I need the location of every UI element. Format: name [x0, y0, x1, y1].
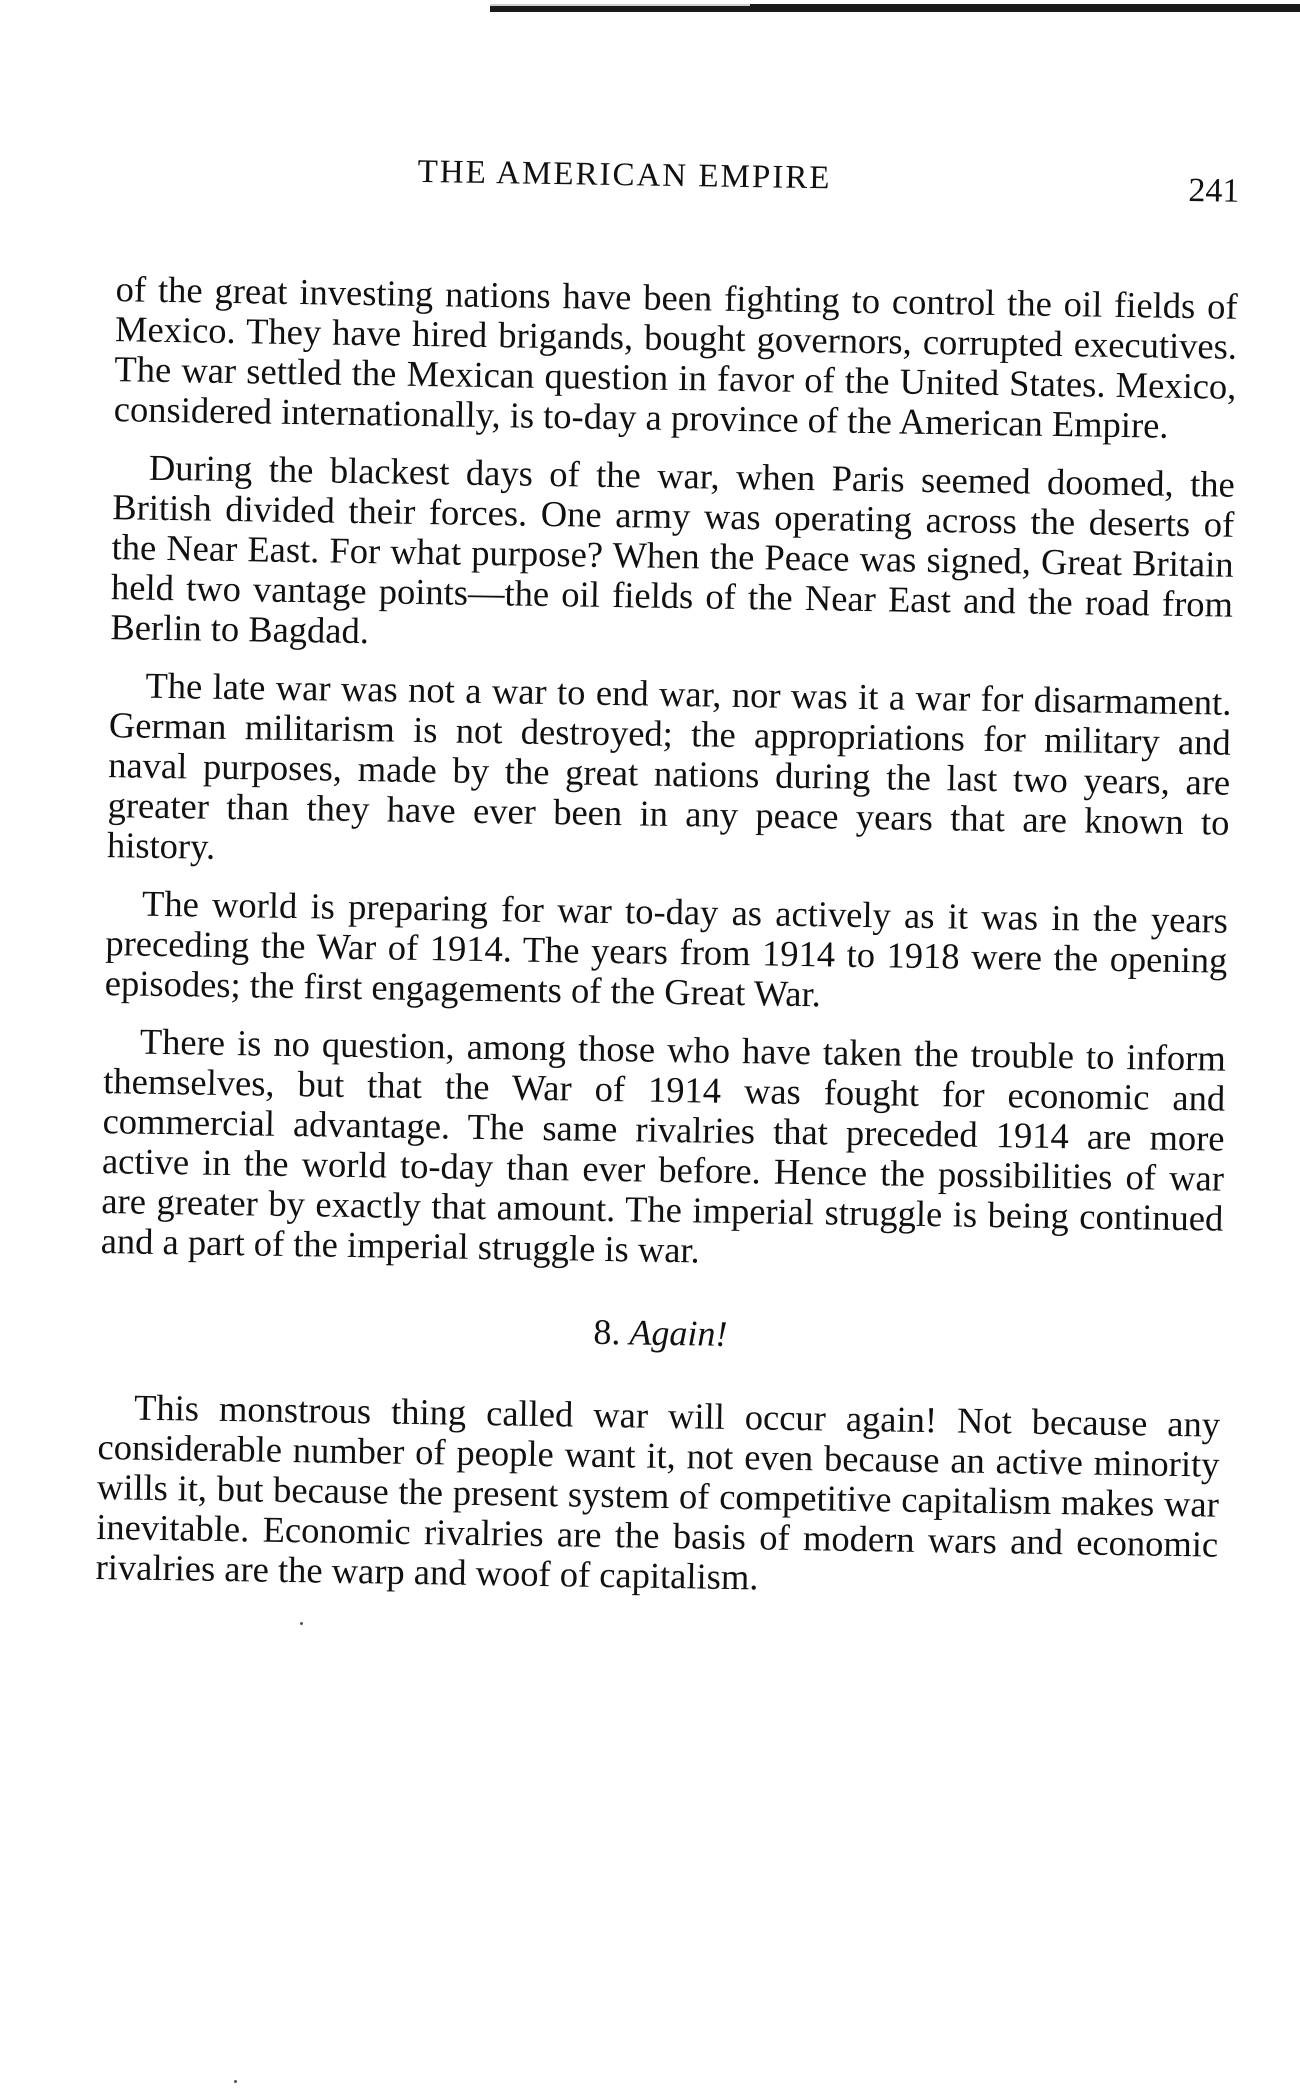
section-number: 8.	[593, 1311, 621, 1353]
paragraph-monstrous-thing: This monstrous thing called war will occur again! Not because any considerable number of people want it, not even because an active minority wills it, but because the present system of competitive capitalism makes war inevitable. Economic rivalries are the basis of modern wars and economic rivalries are the warp and woof of capitalism.	[95, 1386, 1221, 1598]
scan-speck	[234, 2080, 237, 2083]
running-title: THE AMERICAN EMPIRE	[417, 153, 832, 197]
running-head	[117, 141, 1240, 229]
paragraph-late-war: The late war was not a war to end war, nor was it a war for disarmament. German militarism is not destroyed; the appropriations for military and naval purposes, made by the great nations during the last two years, are greater than they have ever been in any peace years that are known to history.	[106, 664, 1232, 867]
top-scan-rule-thin	[490, 4, 750, 6]
section-title: Again!	[629, 1312, 728, 1354]
paragraph-continued: of the great investing nations have been fighting to control the oil fields of Mexico. They have hired brigands, bought governors, corrupted executives. The war settled the Mexican question in favor of the United States. Mexico, considered internationally, is to-day a province of the American Empire.	[113, 268, 1238, 446]
scan-speck	[300, 1622, 303, 1625]
section-heading	[99, 1303, 1222, 1363]
paragraph-no-question: There is no question, among those who have taken the trouble to inform themselves, but that the War of 1914 was fought for economic and commercial advantage. The same rivalries that preceded 1914 are more active in the world to-day than ever before. Hence the possibilities of war are greater by exactly that amount. The imperial struggle is being continued and a part of the imperial struggle is war.	[100, 1020, 1227, 1271]
body-text	[95, 269, 1238, 1604]
paragraph-world-preparing: The world is preparing for war to-day as actively as it was in the years preceding the War of 1914. The years from 1914 to 1918 were the opening episodes; the first engagements of the Great War.	[104, 882, 1229, 1015]
paragraph-blackest-days: During the blackest days of the war, when Paris seemed doomed, the British divided their forces. One army was operating across the deserts of the Near East. For what purpose? When the Peace was signed, Great Britain held two vantage points—the oil fields of the Near East and the road from Berlin to Bagdad.	[110, 446, 1236, 652]
book-page	[95, 141, 1240, 1622]
top-scan-rule	[490, 0, 1300, 14]
page-number: 241	[1188, 172, 1240, 210]
